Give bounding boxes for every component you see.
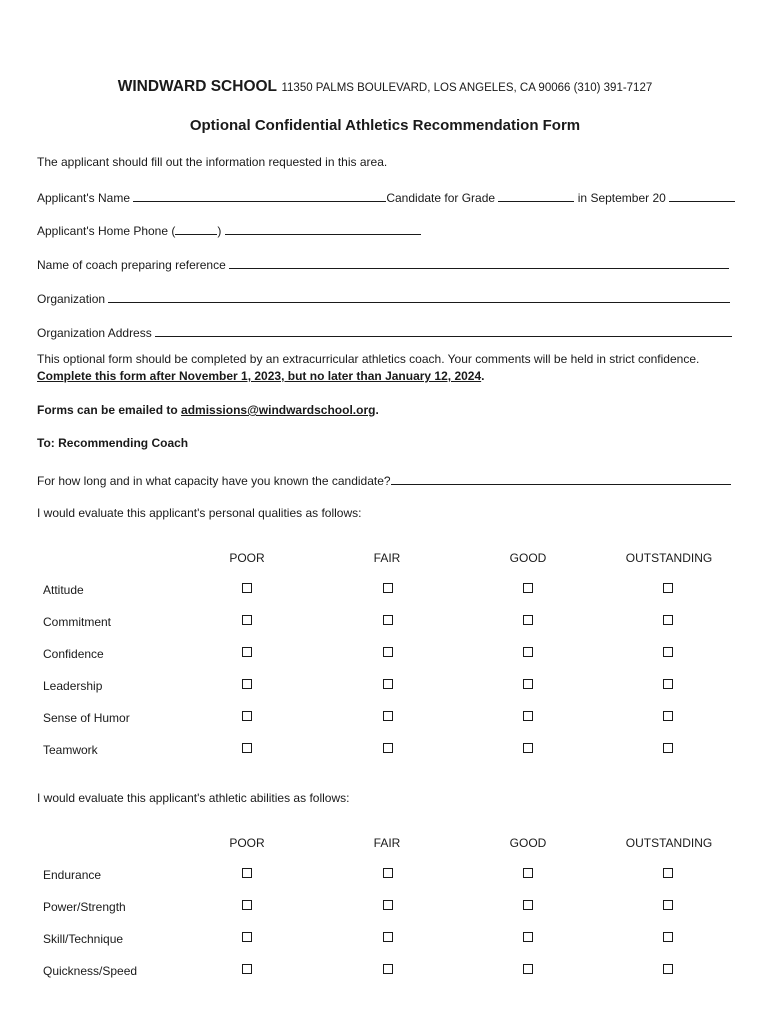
coach-name-row — [37, 256, 729, 272]
applicant-name-row — [37, 189, 735, 205]
instructions-line1: This optional form should be completed by an extracurricular athletics coach. Your comments will be held in strict confidence. — [37, 352, 700, 366]
power-fair-checkbox[interactable] — [383, 900, 393, 910]
email-link[interactable]: admissions@windwardschool.org — [181, 403, 376, 417]
school-address: 11350 PALMS BOULEVARD, LOS ANGELES, CA 90066 (310) 391-7127 — [281, 82, 653, 94]
to-recommending-coach: To: Recommending Coach — [37, 436, 189, 450]
leadership-poor-checkbox[interactable] — [242, 679, 252, 689]
personal-col-outstanding: OUTSTANDING — [625, 551, 713, 565]
endurance-fair-checkbox[interactable] — [383, 868, 393, 878]
confidence-poor-checkbox[interactable] — [242, 647, 252, 657]
row-label-leadership: Leadership — [43, 679, 103, 693]
organization-address-label: Organization Address — [37, 326, 152, 340]
teamwork-fair-checkbox[interactable] — [383, 743, 393, 753]
teamwork-poor-checkbox[interactable] — [242, 743, 252, 753]
commitment-good-checkbox[interactable] — [523, 615, 533, 625]
confidence-outstanding-checkbox[interactable] — [663, 647, 673, 657]
email-prefix: Forms can be emailed to — [37, 403, 182, 417]
quickness-outstanding-checkbox[interactable] — [663, 964, 673, 974]
area-code-field[interactable] — [175, 222, 217, 235]
commitment-fair-checkbox[interactable] — [383, 615, 393, 625]
row-label-teamwork: Teamwork — [43, 743, 98, 757]
organization-row — [37, 290, 730, 306]
personal-heading: I would evaluate this applicant's personal qualities as follows: — [37, 506, 362, 520]
home-phone-close: ) — [217, 224, 222, 238]
skill-fair-checkbox[interactable] — [383, 932, 393, 942]
home-phone-field[interactable] — [225, 222, 421, 235]
organization-address-row — [37, 324, 732, 340]
row-label-power-strength: Power/Strength — [43, 900, 126, 914]
row-label-sense-of-humor: Sense of Humor — [43, 711, 130, 725]
applicant-name-label: Applicant's Name — [37, 191, 130, 205]
power-poor-checkbox[interactable] — [242, 900, 252, 910]
leadership-good-checkbox[interactable] — [523, 679, 533, 689]
row-label-attitude: Attitude — [43, 583, 84, 597]
teamwork-outstanding-checkbox[interactable] — [663, 743, 673, 753]
organization-address-field[interactable] — [155, 324, 732, 337]
coach-name-field[interactable] — [229, 256, 729, 269]
how-long-row — [37, 472, 731, 488]
quickness-poor-checkbox[interactable] — [242, 964, 252, 974]
how-long-field[interactable] — [391, 472, 731, 485]
attitude-fair-checkbox[interactable] — [383, 583, 393, 593]
endurance-good-checkbox[interactable] — [523, 868, 533, 878]
confidence-fair-checkbox[interactable] — [383, 647, 393, 657]
skill-good-checkbox[interactable] — [523, 932, 533, 942]
quickness-fair-checkbox[interactable] — [383, 964, 393, 974]
athletic-col-outstanding: OUTSTANDING — [625, 836, 713, 850]
commitment-poor-checkbox[interactable] — [242, 615, 252, 625]
humor-good-checkbox[interactable] — [523, 711, 533, 721]
deadline-period: . — [481, 369, 485, 383]
school-header — [0, 78, 770, 96]
attitude-poor-checkbox[interactable] — [242, 583, 252, 593]
row-label-quickness-speed: Quickness/Speed — [43, 964, 138, 978]
power-outstanding-checkbox[interactable] — [663, 900, 673, 910]
coach-name-label: Name of coach preparing reference — [37, 258, 226, 272]
applicant-name-field[interactable] — [133, 189, 386, 202]
home-phone-row — [37, 222, 421, 238]
leadership-outstanding-checkbox[interactable] — [663, 679, 673, 689]
humor-outstanding-checkbox[interactable] — [663, 711, 673, 721]
athletic-heading: I would evaluate this applicant's athletic abilities as follows: — [37, 791, 350, 805]
personal-col-poor: POOR — [229, 551, 265, 565]
personal-col-good: GOOD — [509, 551, 547, 565]
humor-poor-checkbox[interactable] — [242, 711, 252, 721]
confidence-good-checkbox[interactable] — [523, 647, 533, 657]
email-line — [37, 403, 379, 417]
how-long-label: For how long and in what capacity have you known the candidate? — [37, 474, 391, 488]
skill-poor-checkbox[interactable] — [242, 932, 252, 942]
commitment-outstanding-checkbox[interactable] — [663, 615, 673, 625]
row-label-confidence: Confidence — [43, 647, 104, 661]
deadline-text: Complete this form after November 1, 2023, but no later than January 12, 2024 — [37, 369, 482, 383]
organization-label: Organization — [37, 292, 106, 306]
quickness-good-checkbox[interactable] — [523, 964, 533, 974]
athletic-col-poor: POOR — [229, 836, 265, 850]
endurance-poor-checkbox[interactable] — [242, 868, 252, 878]
humor-fair-checkbox[interactable] — [383, 711, 393, 721]
intro-text: The applicant should fill out the information requested in this area. — [37, 155, 388, 169]
skill-outstanding-checkbox[interactable] — [663, 932, 673, 942]
row-label-skill-technique: Skill/Technique — [43, 932, 124, 946]
school-name: WINDWARD SCHOOL — [117, 78, 278, 95]
attitude-outstanding-checkbox[interactable] — [663, 583, 673, 593]
form-title: Optional Confidential Athletics Recommendation Form — [189, 117, 581, 134]
candidate-grade-label: Candidate for Grade — [386, 191, 496, 205]
instructions-line2 — [37, 369, 485, 383]
personal-col-fair: FAIR — [373, 551, 401, 565]
athletic-col-fair: FAIR — [373, 836, 401, 850]
row-label-endurance: Endurance — [43, 868, 102, 882]
attitude-good-checkbox[interactable] — [523, 583, 533, 593]
september-label: in September 20 — [577, 191, 666, 205]
power-good-checkbox[interactable] — [523, 900, 533, 910]
leadership-fair-checkbox[interactable] — [383, 679, 393, 689]
teamwork-good-checkbox[interactable] — [523, 743, 533, 753]
email-suffix: . — [375, 403, 379, 417]
organization-field[interactable] — [108, 290, 730, 303]
candidate-grade-field[interactable] — [498, 189, 574, 202]
athletic-col-good: GOOD — [509, 836, 547, 850]
september-year-field[interactable] — [669, 189, 735, 202]
home-phone-label: Applicant's Home Phone ( — [37, 224, 176, 238]
endurance-outstanding-checkbox[interactable] — [663, 868, 673, 878]
row-label-commitment: Commitment — [43, 615, 112, 629]
